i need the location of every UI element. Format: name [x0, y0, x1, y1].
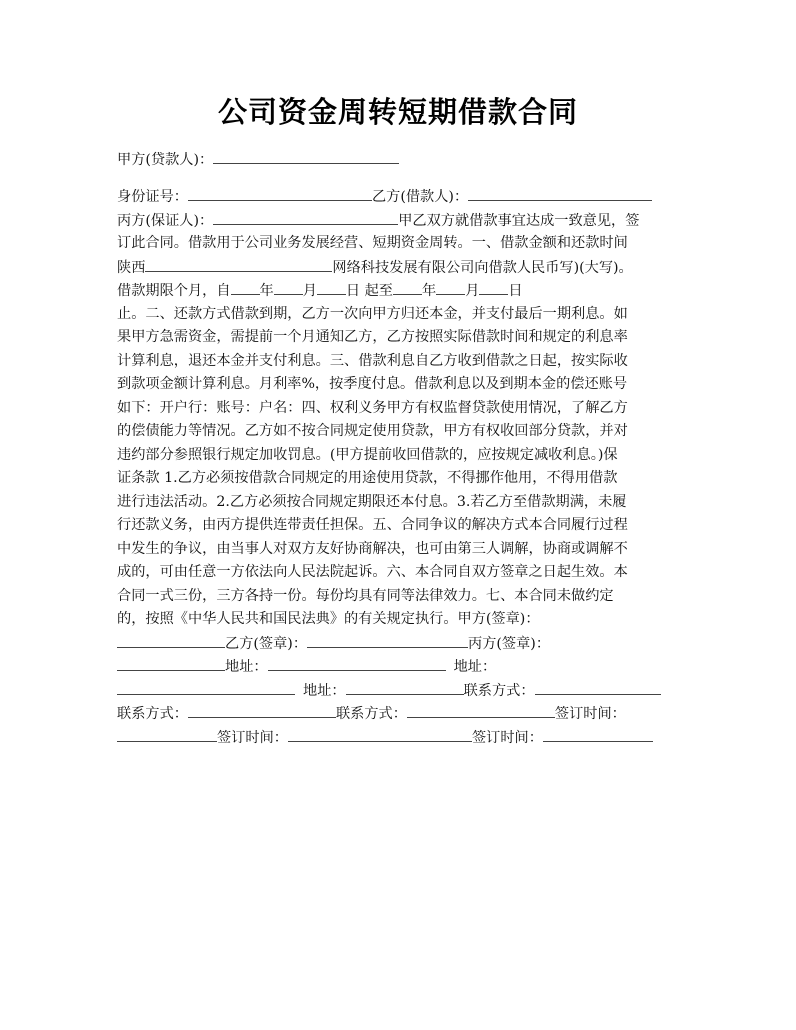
party-a-signature-blank[interactable]	[117, 632, 225, 648]
body-line: 的偿债能力等情况。乙方如不按合同规定使用贷款，甲方有权收回部分贷款，并对	[117, 423, 628, 439]
body-line: 计算利息，退还本金并支付利息。三、借款利息自乙方收到借款之日起，按实际收	[117, 352, 628, 369]
party-c-address-blank[interactable]	[117, 679, 295, 695]
party-c-date-blank[interactable]	[543, 726, 653, 742]
body-line: 合同一式三份，三方各持一份。每份均具有同等法律效力。七、本合同未做约定	[117, 587, 614, 604]
company-text: 网络科技发展有限公司向借款人民币写)(大写)。	[332, 259, 633, 276]
party-a-contact-blank[interactable]	[535, 679, 661, 695]
lender-blank[interactable]	[213, 148, 399, 164]
party-b-signature-blank[interactable]	[307, 632, 468, 648]
party-b-date-blank[interactable]	[288, 726, 472, 742]
address-line	[117, 655, 683, 680]
id-borrower-line	[117, 185, 683, 210]
day-label-2: 日	[508, 283, 523, 299]
address-label-3: 地址：	[303, 682, 346, 699]
address-label: 地址：	[225, 659, 268, 675]
guarantor-blank[interactable]	[213, 209, 398, 225]
body-line: 的，按照《中华人民共和国民法典》的有关规定执行。甲方(签章)：	[117, 611, 540, 627]
end-year-blank[interactable]	[393, 279, 422, 295]
company-line	[117, 256, 683, 281]
party-b-address-blank[interactable]	[268, 655, 446, 671]
company-name-blank[interactable]	[145, 256, 332, 272]
id-number-blank[interactable]	[188, 185, 372, 201]
party-b-contact-blank[interactable]	[188, 702, 336, 718]
year-label: 年	[259, 283, 274, 299]
end-day-blank[interactable]	[479, 279, 508, 295]
month-label: 月	[302, 283, 317, 299]
lender-label: 甲方(贷款人)：	[117, 152, 214, 168]
day-until-label: 日 起至	[345, 283, 393, 299]
contact-label: 联系方式：	[463, 682, 535, 699]
party-a-contact-label-blank[interactable]	[346, 679, 464, 695]
body-text-line: 甲乙双方就借款事宜达成一致意见，签	[398, 212, 640, 229]
party-c-signature-label: 丙方(签章)：	[468, 635, 551, 652]
contact-label-2: 联系方式：	[117, 706, 188, 722]
body-line: 订此合同。借款用于公司业务发展经营、短期资金周转。一、借款金额和还款时间	[117, 235, 628, 251]
end-month-blank[interactable]	[436, 279, 465, 295]
province-label: 陕西	[117, 259, 146, 276]
start-year-blank[interactable]	[231, 279, 260, 295]
body-line: 证条款 1.乙方必须按借款合同规定的用途使用贷款，不得挪作他用，不得用借款	[117, 470, 618, 486]
party-a-date-blank[interactable]	[117, 726, 217, 742]
body-line: 进行违法活动。2.乙方必须按合同规定期限还本付息。3.若乙方至借款期满，未履	[117, 493, 627, 510]
document-title: 公司资金周转短期借款合同	[217, 95, 578, 129]
month-label-2: 月	[465, 283, 480, 299]
body-line: 行还款义务，由丙方提供连带责任担保。五、合同争议的解决方式本合同履行过程	[117, 517, 628, 533]
body-line: 中发生的争议，由当事人对双方友好协商解决，也可由第三人调解，协商或调解不	[117, 540, 628, 557]
lender-line	[117, 148, 683, 173]
contact-line-2	[117, 702, 683, 727]
loan-term-line	[117, 279, 683, 304]
borrower-blank[interactable]	[468, 185, 652, 201]
party-b-signature-label: 乙方(签章)：	[225, 635, 308, 652]
sign-date-label-2: 签订时间：	[217, 729, 288, 746]
borrower-label: 乙方(借款人)：	[371, 189, 469, 205]
sign-date-line	[117, 726, 683, 751]
sign-date-label: 签订时间：	[554, 706, 626, 722]
address-label-2: 地址：	[453, 659, 497, 675]
party-a-address-blank[interactable]	[117, 655, 225, 671]
contact-line	[117, 679, 683, 704]
party-c-contact-blank[interactable]	[407, 702, 555, 718]
term-label: 借款期限个月，自	[117, 283, 231, 299]
body-line: 止。二、还款方式借款到期，乙方一次向甲方归还本金，并支付最后一期利息。如	[117, 305, 628, 322]
signature-line	[117, 632, 683, 657]
body-line: 到款项金额计算利息。月利率%，按季度付息。借款利息以及到期本金的偿还账号	[117, 376, 628, 392]
start-day-blank[interactable]	[317, 279, 346, 295]
sign-date-label-3: 签订时间：	[471, 729, 543, 746]
guarantor-line	[117, 209, 683, 234]
id-number-label: 身份证号：	[117, 189, 188, 205]
guarantor-label: 丙方(保证人)：	[117, 212, 214, 229]
body-line: 成的，可由任意一方依法向人民法院起诉。六、本合同自双方签章之日起生效。本	[117, 564, 628, 580]
body-line: 违约部分参照银行规定加收罚息。(甲方提前收回借款的，应按规定减收利息。)保	[117, 446, 618, 463]
contact-label-3: 联系方式：	[335, 706, 407, 722]
body-line: 果甲方急需资金，需提前一个月通知乙方，乙方按照实际借款时间和规定的利息率	[117, 329, 628, 345]
start-month-blank[interactable]	[274, 279, 303, 295]
year-label-2: 年	[422, 283, 437, 299]
body-line: 如下：开户行：账号：户名：四、权利义务甲方有权监督贷款使用情况，了解乙方	[117, 399, 628, 416]
